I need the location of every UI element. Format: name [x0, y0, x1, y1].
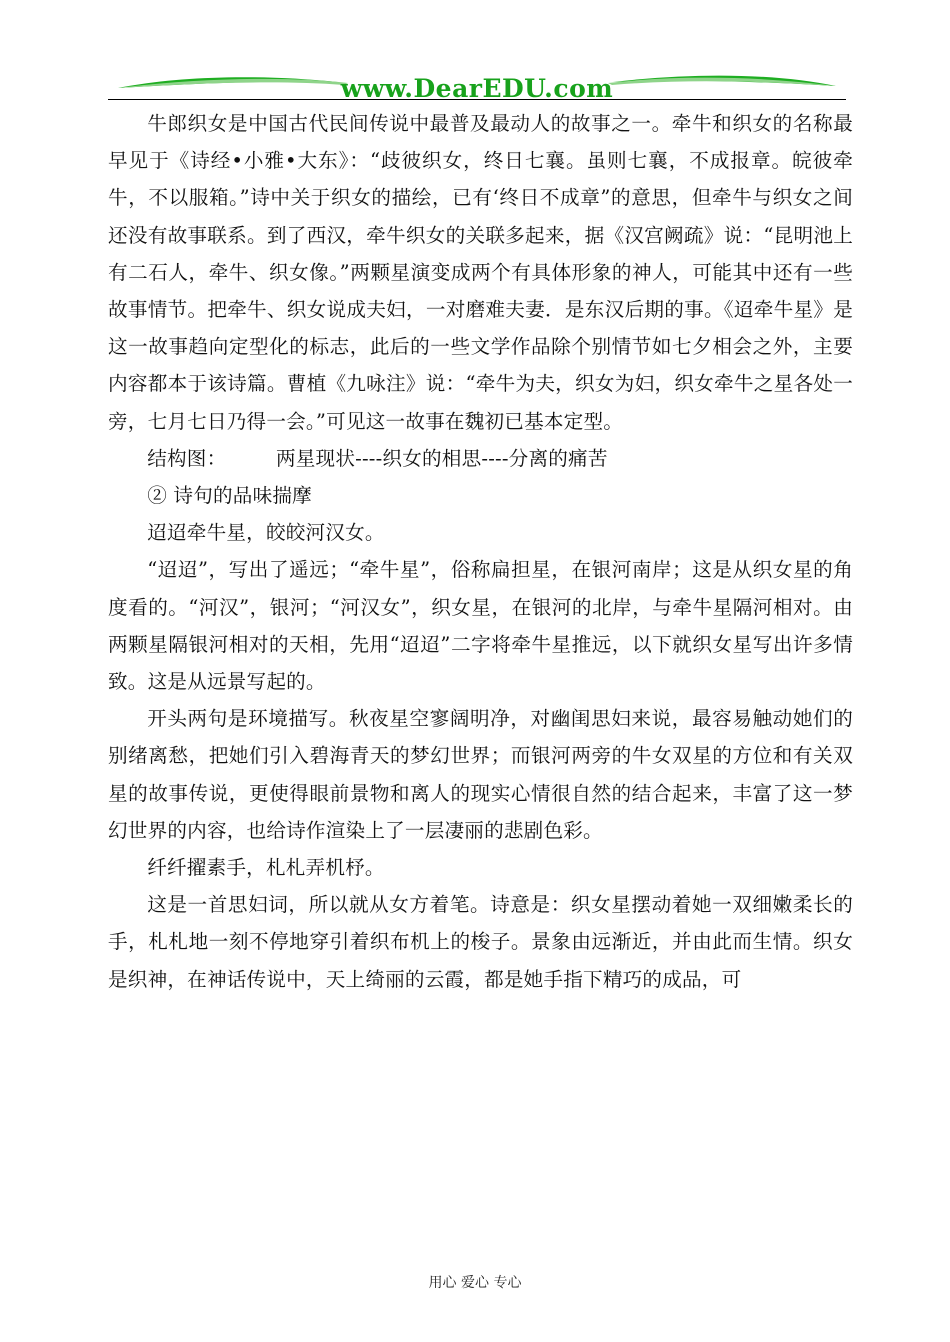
paragraph-6: 开头两句是环境描写。秋夜星空寥阔明净，对幽闺思妇来说，最容易触动她们的别绪离愁，把她们引入碧海青天的梦幻世界；而银河两旁的牛女双星的方位和有关双星的故事传说，更使得眼前景物和离人的现实心情很自然的结合起来，丰富了这一梦幻世界的内容，也给诗作渲染上了一层凄丽的悲剧色彩。 [108, 707, 853, 842]
paragraph-8: 这是一首思妇词，所以就从女方着笔。诗意是：织女星摆动着她一双细嫩柔长的手，札札地一刻不停地穿引着织布机上的梭子。景象由远渐近，并由此而生情。织女是织神，在神话传说中，天上绮丽的云霞，都是她手指下精巧的成品，可 [108, 893, 853, 991]
document-body [108, 105, 853, 998]
page-header [108, 68, 846, 102]
paragraph-1: 牛郎织女是中国古代民间传说中最普及最动人的故事之一。牵牛和织女的名称最早见于《诗经•小雅•大东》：“歧彼织女，终日七襄。虽则七襄，不成报章。皖彼牵牛，不以服箱。”诗中关于织女的描绘，已有‘终日不成章”的意思，但牵牛与织女之间还没有故事联系。到了西汉，牵牛织女的关联多起来，据《汉宫阙疏》说：“昆明池上有二石人，牵牛、织女像。”两颗星演变成两个有具体形象的神人，可能其中还有一些故事情节。把牵牛、织女说成夫妇，一对磨难夫妻．是东汉后期的事。《迢牵牛星》是这一故事趋向定型化的标志，此后的一些文学作品除个别情节如七夕相会之外，主要内容都本于该诗篇。曹植《九咏注》说：“牵牛为夫，织女为妇，织女牵牛之星各处一旁，七月七日乃得一会。”可见这一故事在魏初已基本定型。 [108, 112, 853, 433]
header-logo[interactable]: www.DearEDU.com [340, 74, 614, 103]
page-footer: 用心 爱心 专心 [428, 1275, 522, 1291]
paragraph-4-poem-line: 迢迢牵牛星，皎皎河汉女。 [147, 521, 385, 545]
paragraph-3-subheading: ② 诗句的品味揣摩 [147, 484, 312, 508]
paragraph-2-structure: 结构图： 两星现状----织女的相思----分离的痛苦 [147, 446, 608, 470]
paragraph-7-poem-line: 纤纤擢素手，札札弄机杼。 [147, 856, 385, 880]
paragraph-5: “迢迢”，写出了遥远；“牵牛星”，俗称扁担星，在银河南岸；这是从织女星的角度看的。“河汉”，银河；“河汉女”，织女星，在银河的北岸，与牵牛星隔河相对。由两颗星隔银河相对的天相，先用“迢迢”二字将牵牛星推远，以下就织女星写出许多情致。这是从远景写起的。 [108, 558, 853, 694]
header-divider [108, 99, 846, 100]
